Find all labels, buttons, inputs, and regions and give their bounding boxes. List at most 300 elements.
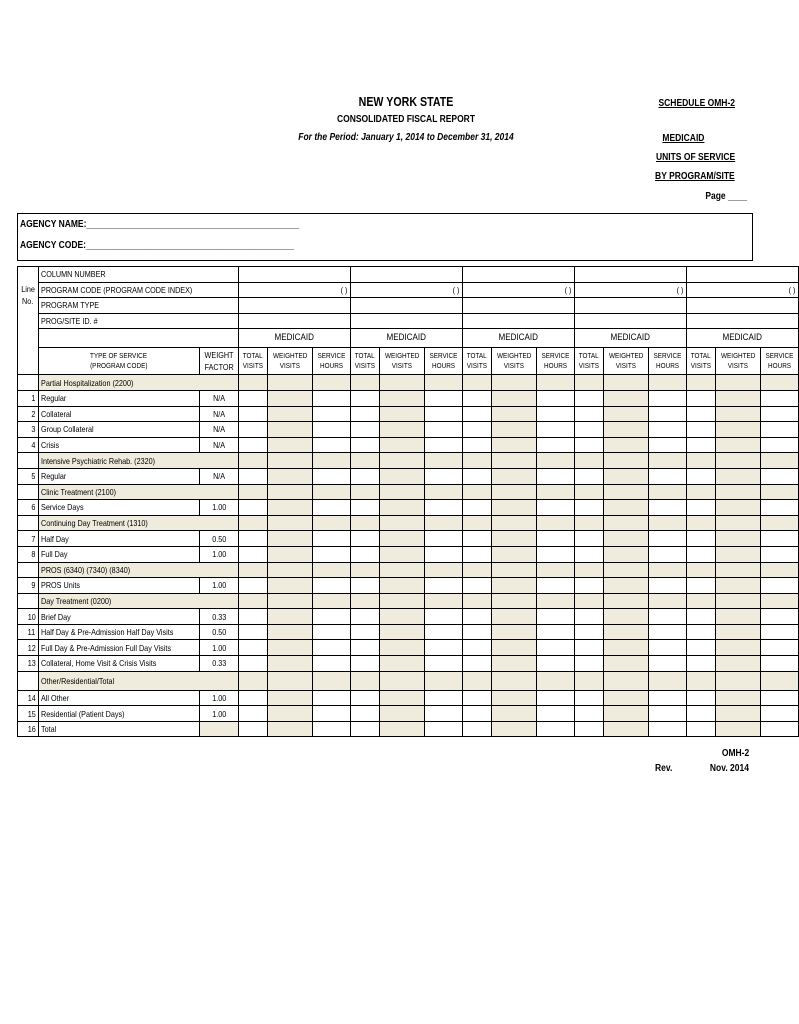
line-number: 8 (31, 549, 36, 560)
section-blank-cell (379, 671, 424, 690)
total-visits-input[interactable] (239, 406, 268, 422)
sub-column-header (537, 348, 575, 375)
total-visits-input[interactable] (575, 721, 604, 737)
weighted-visits-cell (379, 656, 424, 672)
service-hours-input[interactable] (425, 706, 463, 722)
total-visits-input[interactable] (687, 500, 716, 516)
section-blank-cell (239, 593, 268, 609)
weighted-visits-cell (715, 706, 760, 722)
service-hours-input[interactable] (313, 531, 351, 547)
total-visits-input[interactable] (351, 500, 380, 516)
weighted-visits-cell (491, 468, 536, 484)
section-label: Continuing Day Treatment (1310) (41, 518, 148, 529)
sub-column-bottom: HOURS (544, 361, 568, 371)
service-hours-input[interactable] (313, 690, 351, 706)
total-visits-input[interactable] (687, 706, 716, 722)
program-entry-cell[interactable] (463, 313, 575, 329)
line-number-cell (18, 546, 39, 562)
total-visits-input[interactable] (463, 406, 492, 422)
total-visits-input[interactable] (239, 706, 268, 722)
section-blank-cell (761, 484, 799, 500)
revision-date: Nov. 2014 (709, 763, 749, 774)
blank-cell (39, 329, 239, 348)
total-visits-input[interactable] (351, 531, 380, 547)
service-label: Total (41, 724, 57, 735)
weighted-visits-cell (379, 609, 424, 625)
service-hours-input[interactable] (649, 500, 687, 516)
weight-factor-cell (199, 690, 238, 706)
service-hours-input[interactable] (425, 406, 463, 422)
total-visits-input[interactable] (575, 468, 604, 484)
service-label: Crisis (41, 440, 60, 451)
service-hours-input[interactable] (313, 468, 351, 484)
report-period: For the Period: January 1, 2014 to December 31, 2014 (298, 132, 514, 143)
total-visits-input[interactable] (575, 531, 604, 547)
service-hours-input[interactable] (425, 531, 463, 547)
total-visits-input[interactable] (351, 640, 380, 656)
weighted-visits-cell (491, 706, 536, 722)
section-blank-cell (239, 671, 268, 690)
weighted-visits-cell (379, 640, 424, 656)
total-visits-input[interactable] (239, 531, 268, 547)
service-hours-input[interactable] (425, 609, 463, 625)
section-blank-cell (463, 593, 492, 609)
section-blank-cell (537, 484, 575, 500)
medicaid-label: MEDICAID (498, 332, 539, 344)
section-blank-cell (379, 593, 424, 609)
section-blank-cell (463, 671, 492, 690)
service-hours-input[interactable] (537, 721, 575, 737)
service-hours-input[interactable] (313, 390, 351, 406)
total-visits-input[interactable] (239, 468, 268, 484)
total-visits-input[interactable] (687, 437, 716, 453)
sub-column-header (575, 348, 604, 375)
service-hours-input[interactable] (425, 721, 463, 737)
service-hours-input[interactable] (649, 640, 687, 656)
table-row (18, 690, 799, 706)
service-hours-input[interactable] (761, 578, 799, 594)
total-visits-input[interactable] (687, 531, 716, 547)
service-hours-input[interactable] (537, 468, 575, 484)
total-visits-input[interactable] (239, 390, 268, 406)
service-hours-input[interactable] (649, 578, 687, 594)
service-hours-input[interactable] (537, 656, 575, 672)
total-visits-input[interactable] (239, 500, 268, 516)
service-hours-input[interactable] (537, 437, 575, 453)
service-hours-input[interactable] (761, 656, 799, 672)
service-hours-input[interactable] (537, 690, 575, 706)
agency-code-field[interactable]: AGENCY CODE:____________________________________________ (20, 240, 294, 251)
service-label: Residential (Patient Days) (41, 708, 125, 719)
program-entry-cell[interactable] (239, 267, 351, 283)
service-hours-input[interactable] (537, 390, 575, 406)
section-blank-cell (687, 515, 716, 531)
weight-factor-value: 1.00 (211, 502, 227, 513)
program-entry-cell[interactable] (687, 267, 799, 283)
total-visits-input[interactable] (687, 422, 716, 438)
total-visits-input[interactable] (575, 624, 604, 640)
total-visits-input[interactable] (351, 468, 380, 484)
service-hours-input[interactable] (313, 546, 351, 562)
service-hours-input[interactable] (761, 500, 799, 516)
service-label-cell (39, 546, 200, 562)
program-entry-cell[interactable] (575, 282, 687, 298)
service-hours-input[interactable] (425, 468, 463, 484)
service-hours-input[interactable] (313, 706, 351, 722)
service-label-cell (39, 706, 200, 722)
total-visits-input[interactable] (239, 624, 268, 640)
page-number-field[interactable]: Page ____ (705, 191, 747, 202)
total-visits-input[interactable] (687, 656, 716, 672)
service-label-cell (39, 406, 200, 422)
weight-factor-value: 1.00 (211, 642, 227, 653)
total-visits-input[interactable] (239, 546, 268, 562)
service-hours-input[interactable] (313, 500, 351, 516)
weighted-visits-cell (379, 624, 424, 640)
program-entry-cell[interactable] (463, 267, 575, 283)
weighted-visits-cell (715, 437, 760, 453)
section-blank-cell (603, 453, 648, 469)
service-hours-input[interactable] (761, 546, 799, 562)
section-row (18, 671, 799, 690)
total-visits-input[interactable] (463, 468, 492, 484)
total-visits-input[interactable] (575, 578, 604, 594)
total-visits-input[interactable] (463, 721, 492, 737)
sub-column-bottom: VISITS (392, 361, 413, 371)
service-hours-input[interactable] (425, 640, 463, 656)
weight-factor-value: 1.00 (211, 580, 227, 591)
total-visits-input[interactable] (351, 609, 380, 625)
line-number-cell (18, 390, 39, 406)
sub-column-top: WEIGHTED (384, 351, 420, 361)
section-blank-cell (715, 593, 760, 609)
weighted-visits-cell (267, 437, 312, 453)
service-label: Full Day & Pre-Admission Full Day Visits (41, 642, 172, 653)
weight-factor-value: 0.50 (211, 533, 227, 544)
service-hours-input[interactable] (649, 609, 687, 625)
service-hours-input[interactable] (313, 609, 351, 625)
total-visits-input[interactable] (687, 406, 716, 422)
section-blank-cell (425, 562, 463, 578)
service-hours-input[interactable] (761, 690, 799, 706)
total-visits-input[interactable] (575, 406, 604, 422)
weight-factor-cell (199, 390, 238, 406)
service-hours-input[interactable] (649, 531, 687, 547)
section-label-cell (39, 484, 239, 500)
service-label: Group Collateral (41, 424, 94, 435)
total-visits-input[interactable] (575, 390, 604, 406)
section-blank-cell (715, 375, 760, 391)
total-visits-input[interactable] (351, 624, 380, 640)
total-visits-input[interactable] (351, 690, 380, 706)
total-visits-input[interactable] (463, 422, 492, 438)
line-number: 14 (27, 692, 36, 703)
program-entry-cell[interactable] (463, 298, 575, 314)
section-blank-cell (379, 562, 424, 578)
total-visits-input[interactable] (575, 640, 604, 656)
program-entry-cell[interactable] (687, 313, 799, 329)
line-label: Line (21, 284, 35, 294)
weight-factor-cell (199, 578, 238, 594)
section-blank-cell (491, 593, 536, 609)
service-hours-input[interactable] (313, 656, 351, 672)
weighted-visits-cell (715, 640, 760, 656)
total-visits-input[interactable] (351, 406, 380, 422)
total-visits-input[interactable] (463, 624, 492, 640)
service-hours-input[interactable] (537, 546, 575, 562)
service-hours-input[interactable] (425, 690, 463, 706)
program-entry-cell[interactable] (687, 298, 799, 314)
section-blank-cell (267, 375, 312, 391)
service-hours-input[interactable] (313, 640, 351, 656)
service-hours-input[interactable] (649, 706, 687, 722)
program-code-paren-label: (PROGRAM CODE) (90, 361, 148, 371)
line-number-cell (18, 671, 39, 690)
total-visits-input[interactable] (239, 721, 268, 737)
total-visits-input[interactable] (687, 624, 716, 640)
total-visits-input[interactable] (687, 468, 716, 484)
section-blank-cell (537, 562, 575, 578)
section-label: Day Treatment (0200) (41, 595, 112, 606)
service-hours-input[interactable] (313, 721, 351, 737)
program-entry-cell[interactable] (463, 282, 575, 298)
section-blank-cell (351, 375, 380, 391)
service-hours-input[interactable] (313, 437, 351, 453)
service-hours-input[interactable] (537, 624, 575, 640)
table-row (18, 468, 799, 484)
total-visits-input[interactable] (575, 609, 604, 625)
line-number: 3 (31, 424, 36, 435)
service-hours-input[interactable] (537, 500, 575, 516)
service-hours-input[interactable] (537, 406, 575, 422)
section-label-cell (39, 671, 239, 690)
total-visits-input[interactable] (351, 390, 380, 406)
total-visits-input[interactable] (239, 656, 268, 672)
weight-factor-cell (199, 531, 238, 547)
total-visits-input[interactable] (463, 578, 492, 594)
service-hours-input[interactable] (761, 706, 799, 722)
program-entry-cell[interactable] (239, 282, 351, 298)
service-hours-input[interactable] (761, 640, 799, 656)
sub-column-header (649, 348, 687, 375)
total-visits-input[interactable] (687, 609, 716, 625)
section-blank-cell (603, 484, 648, 500)
sub-column-header (239, 348, 268, 375)
service-hours-input[interactable] (313, 422, 351, 438)
weighted-visits-cell (603, 656, 648, 672)
service-hours-input[interactable] (649, 690, 687, 706)
total-visits-input[interactable] (687, 546, 716, 562)
line-number-header (18, 267, 39, 375)
section-blank-cell (351, 593, 380, 609)
total-visits-input[interactable] (575, 656, 604, 672)
program-entry-cell[interactable] (351, 298, 463, 314)
weighted-visits-cell (715, 546, 760, 562)
sub-column-top: TOTAL (355, 351, 375, 361)
service-hours-input[interactable] (537, 706, 575, 722)
section-blank-cell (267, 515, 312, 531)
program-entry-cell[interactable] (351, 282, 463, 298)
total-visits-input[interactable] (239, 609, 268, 625)
service-hours-input[interactable] (425, 500, 463, 516)
section-blank-cell (603, 375, 648, 391)
service-hours-input[interactable] (425, 578, 463, 594)
section-blank-cell (537, 453, 575, 469)
total-visits-input[interactable] (575, 437, 604, 453)
weighted-visits-cell (715, 406, 760, 422)
total-visits-input[interactable] (463, 706, 492, 722)
section-blank-cell (239, 484, 268, 500)
service-hours-input[interactable] (425, 437, 463, 453)
section-blank-cell (463, 562, 492, 578)
section-blank-cell (463, 375, 492, 391)
weighted-visits-cell (267, 656, 312, 672)
total-visits-input[interactable] (351, 422, 380, 438)
line-number-cell (18, 468, 39, 484)
service-label-cell (39, 468, 200, 484)
weighted-visits-cell (491, 624, 536, 640)
line-number: 13 (27, 658, 36, 669)
service-hours-input[interactable] (313, 624, 351, 640)
section-blank-cell (575, 375, 604, 391)
section-blank-cell (239, 515, 268, 531)
weight-factor-cell (199, 624, 238, 640)
weight-factor-cell (199, 640, 238, 656)
program-entry-cell[interactable] (575, 313, 687, 329)
weighted-visits-cell (603, 578, 648, 594)
service-hours-input[interactable] (537, 422, 575, 438)
service-hours-input[interactable] (761, 721, 799, 737)
section-blank-cell (761, 593, 799, 609)
agency-name-field[interactable]: AGENCY NAME:_____________________________________________ (20, 219, 300, 230)
section-blank-cell (379, 453, 424, 469)
section-blank-cell (351, 671, 380, 690)
total-visits-input[interactable] (463, 531, 492, 547)
service-hours-input[interactable] (761, 624, 799, 640)
total-visits-input[interactable] (351, 578, 380, 594)
weight-label: WEIGHT (204, 350, 234, 361)
program-entry-cell[interactable] (239, 298, 351, 314)
total-visits-input[interactable] (351, 546, 380, 562)
weighted-visits-cell (267, 578, 312, 594)
section-blank-cell (379, 375, 424, 391)
total-visits-input[interactable] (687, 578, 716, 594)
total-visits-input[interactable] (463, 390, 492, 406)
total-visits-input[interactable] (463, 609, 492, 625)
weighted-visits-cell (379, 531, 424, 547)
total-visits-input[interactable] (239, 690, 268, 706)
sub-column-bottom: HOURS (432, 361, 456, 371)
service-hours-input[interactable] (425, 390, 463, 406)
total-visits-input[interactable] (463, 500, 492, 516)
total-visits-input[interactable] (575, 690, 604, 706)
total-visits-input[interactable] (463, 546, 492, 562)
service-hours-input[interactable] (761, 468, 799, 484)
service-hours-input[interactable] (425, 624, 463, 640)
service-hours-input[interactable] (761, 609, 799, 625)
total-visits-input[interactable] (351, 706, 380, 722)
total-visits-input[interactable] (239, 640, 268, 656)
service-hours-input[interactable] (537, 531, 575, 547)
total-visits-input[interactable] (687, 690, 716, 706)
total-visits-input[interactable] (687, 721, 716, 737)
line-number-cell (18, 656, 39, 672)
total-visits-input[interactable] (239, 437, 268, 453)
service-hours-input[interactable] (761, 406, 799, 422)
service-hours-input[interactable] (649, 422, 687, 438)
total-visits-input[interactable] (239, 578, 268, 594)
service-hours-input[interactable] (649, 437, 687, 453)
service-hours-input[interactable] (649, 721, 687, 737)
service-hours-input[interactable] (649, 624, 687, 640)
weighted-visits-cell (603, 468, 648, 484)
service-hours-input[interactable] (313, 578, 351, 594)
service-hours-input[interactable] (761, 437, 799, 453)
service-hours-input[interactable] (649, 406, 687, 422)
total-visits-input[interactable] (575, 422, 604, 438)
program-entry-cell[interactable] (687, 282, 799, 298)
weighted-visits-cell (715, 390, 760, 406)
section-blank-cell (463, 453, 492, 469)
service-hours-input[interactable] (425, 546, 463, 562)
total-visits-input[interactable] (239, 422, 268, 438)
total-visits-input[interactable] (575, 500, 604, 516)
total-visits-input[interactable] (463, 437, 492, 453)
total-visits-input[interactable] (463, 656, 492, 672)
line-number: 12 (27, 642, 36, 653)
program-entry-cell[interactable] (575, 298, 687, 314)
table-row (18, 437, 799, 453)
service-hours-input[interactable] (649, 390, 687, 406)
total-visits-input[interactable] (575, 546, 604, 562)
line-number-cell (18, 706, 39, 722)
program-entry-cell[interactable] (239, 313, 351, 329)
total-visits-input[interactable] (687, 640, 716, 656)
weighted-visits-cell (715, 578, 760, 594)
service-hours-input[interactable] (313, 406, 351, 422)
type-of-service-label: TYPE OF SERVICE (90, 351, 148, 361)
section-row (18, 515, 799, 531)
service-hours-input[interactable] (537, 640, 575, 656)
service-hours-input[interactable] (425, 656, 463, 672)
service-hours-input[interactable] (761, 531, 799, 547)
program-entry-cell[interactable] (351, 313, 463, 329)
service-hours-input[interactable] (649, 468, 687, 484)
program-entry-cell[interactable] (351, 267, 463, 283)
weighted-visits-cell (603, 706, 648, 722)
service-hours-input[interactable] (761, 390, 799, 406)
total-visits-input[interactable] (463, 690, 492, 706)
service-hours-input[interactable] (537, 609, 575, 625)
medicaid-group-header (351, 329, 463, 348)
total-visits-input[interactable] (351, 721, 380, 737)
service-hours-input[interactable] (649, 546, 687, 562)
service-hours-input[interactable] (649, 656, 687, 672)
service-label-cell (39, 531, 200, 547)
total-visits-input[interactable] (575, 706, 604, 722)
sub-column-bottom: HOURS (320, 361, 344, 371)
service-hours-input[interactable] (425, 422, 463, 438)
service-hours-input[interactable] (761, 422, 799, 438)
total-visits-input[interactable] (687, 390, 716, 406)
section-blank-cell (491, 484, 536, 500)
table-row (18, 500, 799, 516)
service-hours-input[interactable] (537, 578, 575, 594)
total-visits-input[interactable] (351, 437, 380, 453)
total-visits-input[interactable] (351, 656, 380, 672)
total-visits-input[interactable] (463, 640, 492, 656)
program-entry-cell[interactable] (575, 267, 687, 283)
